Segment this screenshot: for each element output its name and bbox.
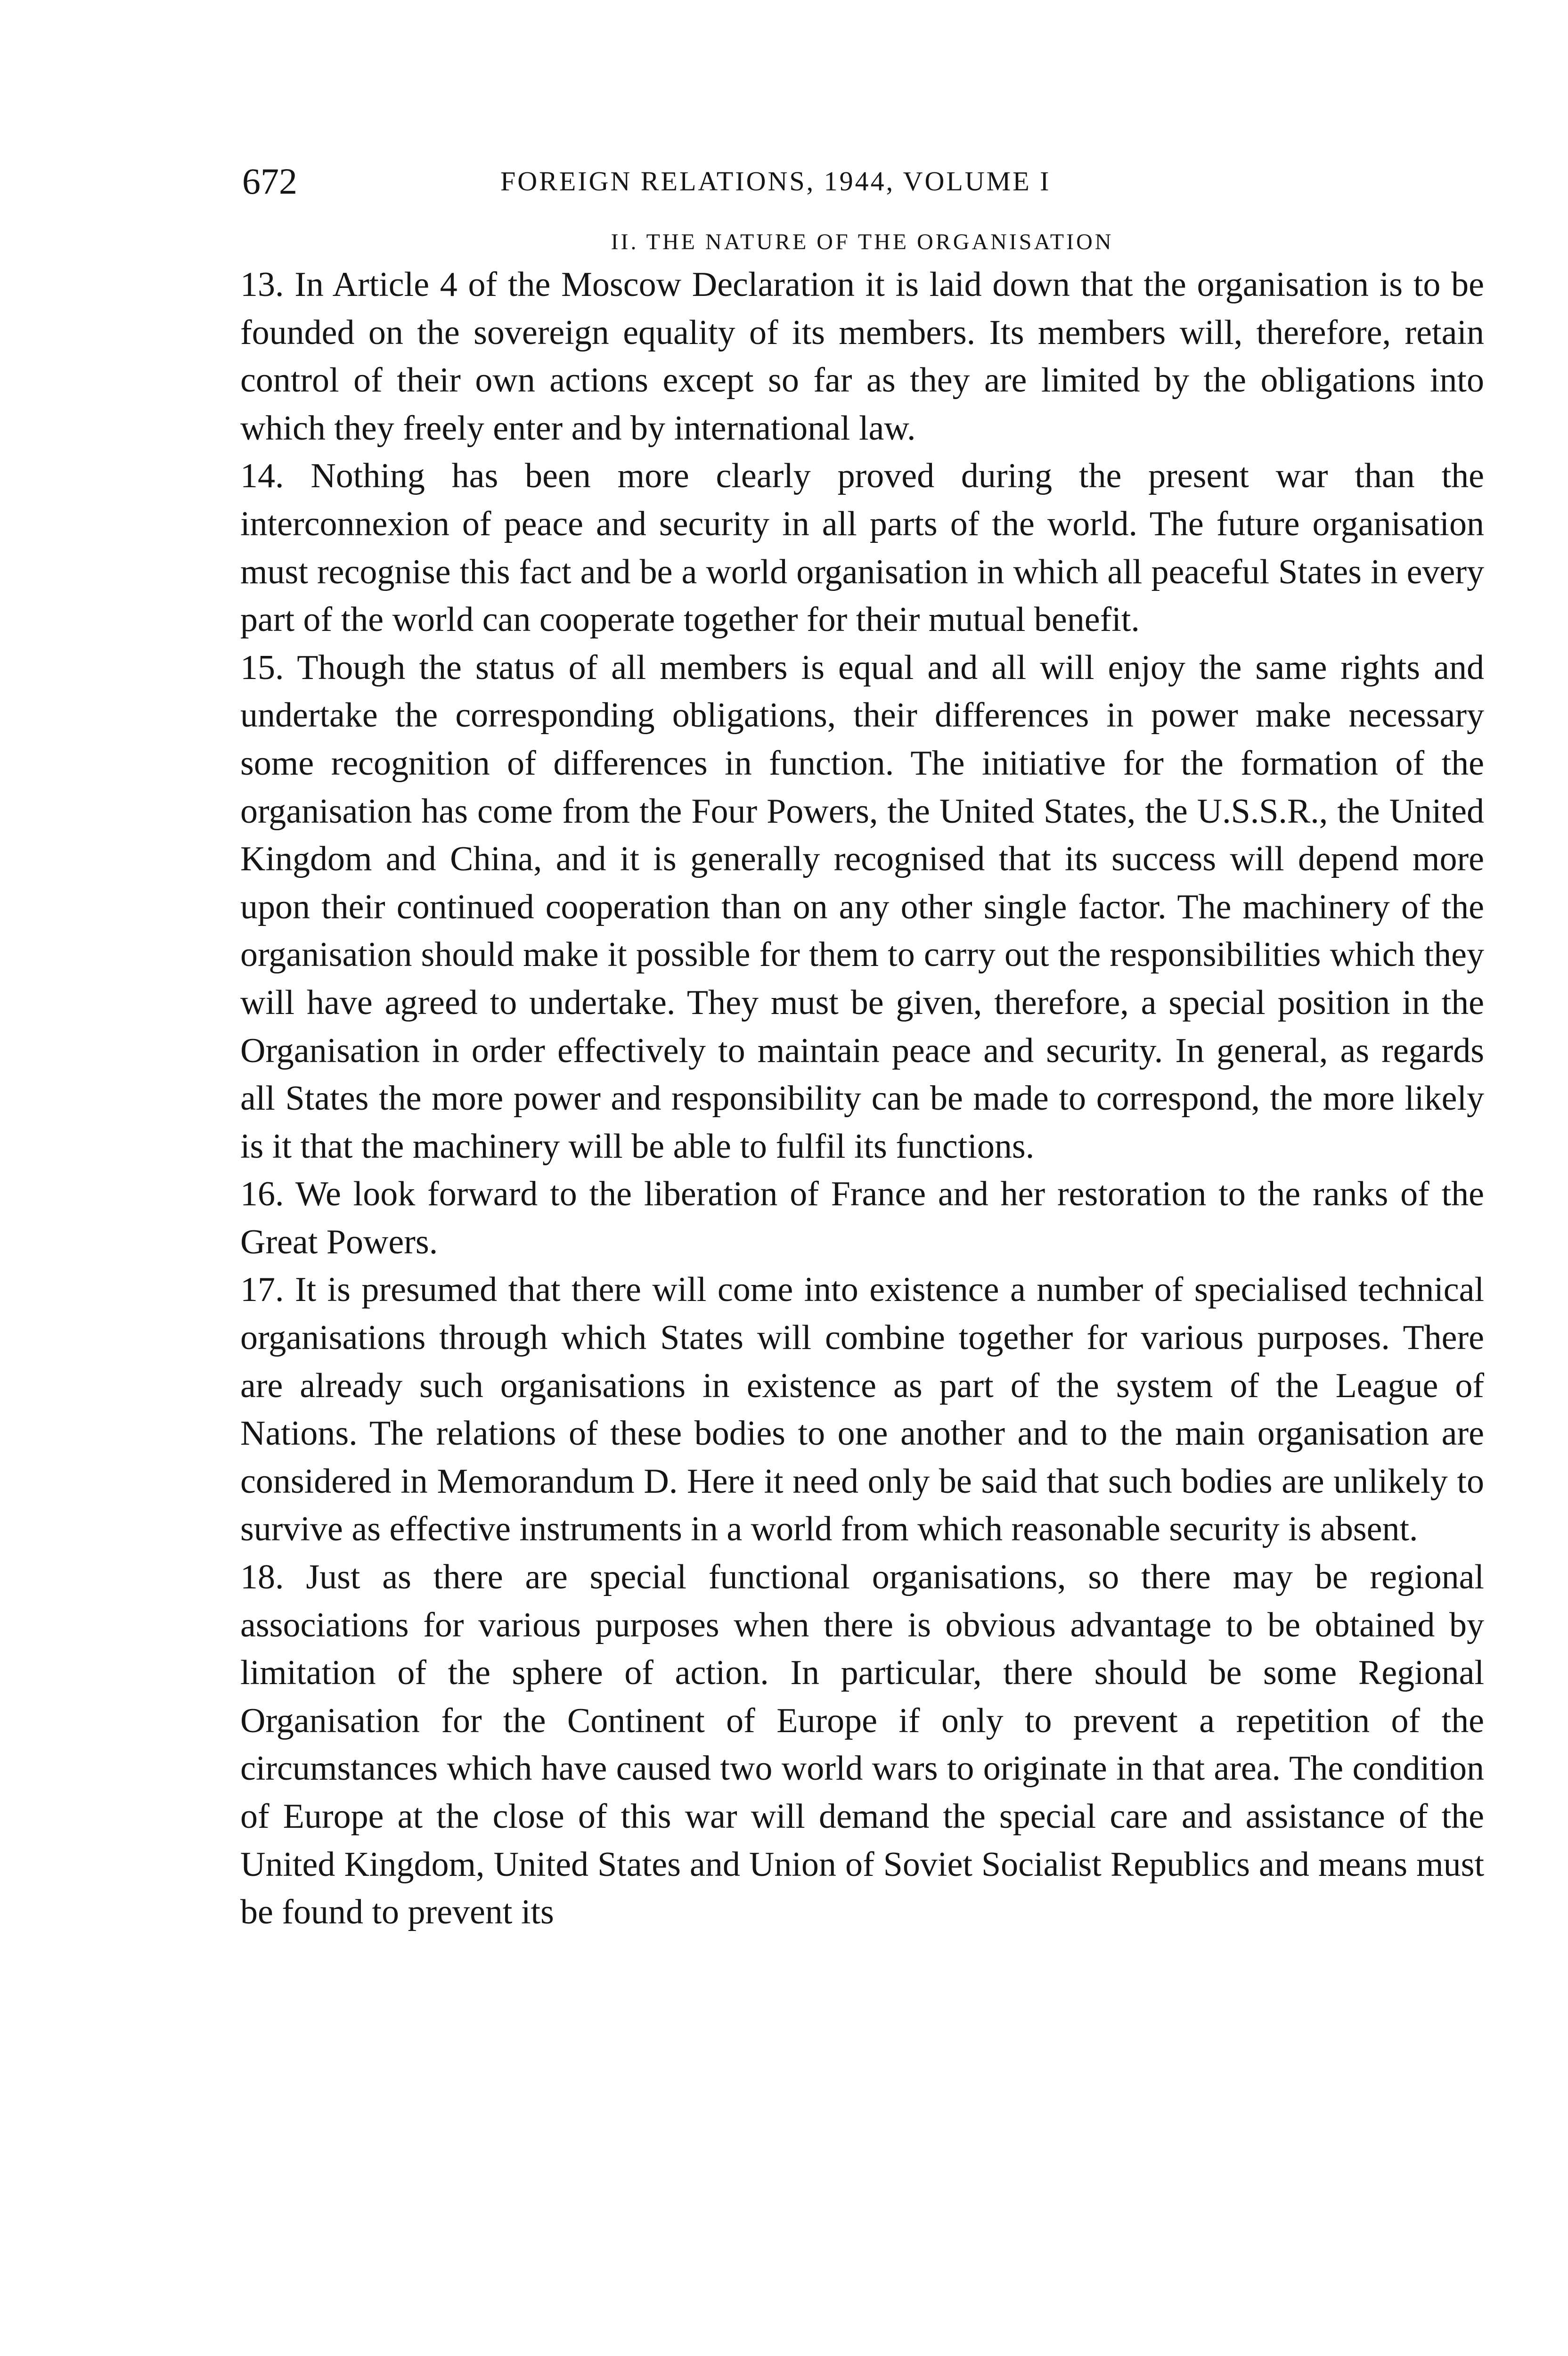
paragraph-text: It is presumed that there will come into existence a number of specialised technical organisations through which States will combine together for various purposes. There are already such organisations in existence as part of the system of the League of Nations. The relations of these bodies to one another and to the main organisation are considered in Memorandum D. Here it need only be said that such bodies are unlikely to survive as effective instruments in a world from which reasonable security is absent.: [240, 1270, 1485, 1549]
paragraph-14: [240, 452, 1484, 644]
paragraph-number: 16.: [240, 1175, 284, 1214]
paragraph-18: [240, 1554, 1484, 1937]
paragraph-number: 18.: [240, 1558, 284, 1597]
paragraph-text: We look forward to the liberation of France and her restoration to the ranks of the Great Powers.: [240, 1175, 1485, 1261]
paragraph-number: 13.: [240, 265, 284, 304]
page-number: 672: [242, 161, 297, 202]
paragraph-17: [240, 1266, 1484, 1554]
paragraph-text: Nothing has been more clearly proved during the present war than the interconnexion of peace and security in all parts of the world. The future organisation must recognise this fact and be a world organisation in which all peaceful States in every part of the world can cooperate together for their mutual benefit.: [240, 457, 1484, 639]
paragraph-text: Just as there are special functional organisations, so there may be regional associations for various purposes when there is obvious advantage to be obtained by limitation of the sphere of action. In particular, there should be some Regional Organisation for the Continent of Europe if only to prevent a repetition of the circumstances which have caused two world wars to originate in that area. The condition of Europe at the close of this war will demand the special care and assistance of the United Kingdom, United States and Union of Soviet Socialist Republics and means must be found to prevent its: [240, 1558, 1484, 1932]
paragraph-text: Though the status of all members is equal and all will enjoy the same rights and undertake the corresponding obligations, their differences in power make necessary some recognition of differences in function. The initiative for the formation of the organisation has come from the Four Powers, the United States, the U.S.S.R., the United Kingdom and China, and it is generally recognised that its success will depend more upon their continued cooperation than on any other single factor. The machinery of the organisation should make it possible for them to carry out the responsibilities which they will have agreed to undertake. They must be given, therefore, a special position in the Organisation in order effectively to maintain peace and security. In general, as regards all States the more power and responsibility can be made to correspond, the more likely is it that the machinery will be able to fulfil its functions.: [240, 648, 1484, 1166]
running-header: [240, 155, 1484, 207]
paragraph-13: [240, 261, 1484, 452]
paragraph-16: [240, 1170, 1484, 1266]
running-title: FOREIGN RELATIONS, 1944, VOLUME I: [500, 166, 1051, 196]
paragraph-number: 17.: [240, 1270, 284, 1309]
section-heading: II. THE NATURE OF THE ORGANISATION: [611, 229, 1114, 254]
document-page: [240, 155, 1484, 1937]
paragraph-text: In Article 4 of the Moscow Declaration it is laid down that the organisation is to be founded on the sovereign equality of its members. Its members will, therefore, retain control of their own actions except so far as they are limited by the obligations into which they freely enter and by international law.: [240, 265, 1485, 448]
paragraph-number: 14.: [240, 457, 284, 496]
paragraph-number: 15.: [240, 648, 284, 687]
paragraph-15: [240, 644, 1484, 1171]
